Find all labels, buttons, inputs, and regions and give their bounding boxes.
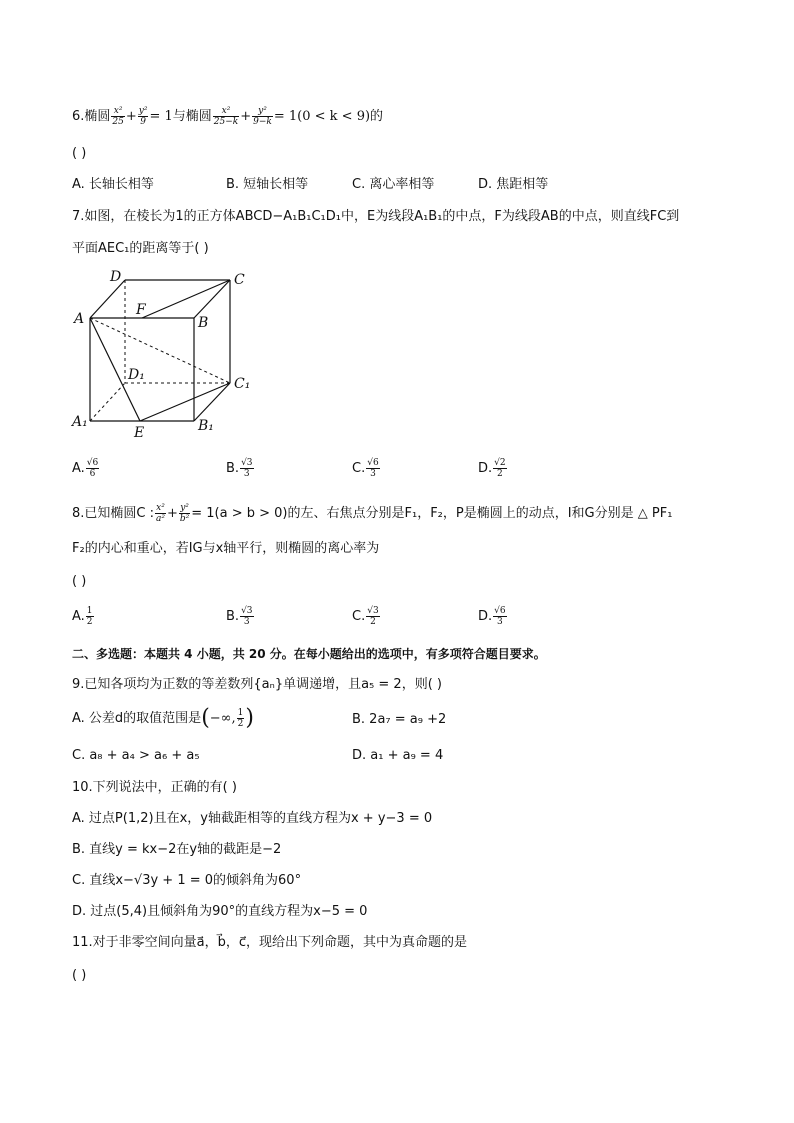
section-2-heading: 二、多选题：本题共 4 小题，共 20 分。在每小题给出的选项中，有多项符合题目要求。 xyxy=(72,647,546,661)
line-EC1 xyxy=(140,383,230,421)
q6-frac-2: $\frac{\text{y²}}{9}$ xyxy=(138,106,148,127)
edge-BC xyxy=(194,280,230,318)
q8-answer-paren: ( ) xyxy=(72,574,87,589)
label-D: D xyxy=(110,269,122,285)
edge-B1C1 xyxy=(194,383,230,421)
q6-answer-paren: ( ) xyxy=(72,146,87,161)
q9-stem: 9.已知各项均为正数的等差数列{aₙ}单调递增，且a₅ = 2，则( ) xyxy=(72,677,442,692)
label-A1: A₁ xyxy=(72,414,88,430)
q9-option-a[interactable]: A. 公差d的取值范围是(−∞, $\frac{1}{2}$ ) xyxy=(72,705,254,731)
q6-option-a[interactable]: A. 长轴长相等 xyxy=(72,177,154,192)
label-B: B xyxy=(198,315,209,331)
label-C: C xyxy=(234,272,245,288)
q10-option-a[interactable]: A. 过点P(1,2)且在x，y轴截距相等的直线方程为x + y−3 = 0 xyxy=(72,811,433,826)
cube-figure xyxy=(68,266,258,446)
edge-AD xyxy=(90,280,125,318)
q6-frac-4: $\frac{\text{y²}}{9-k}$ xyxy=(253,106,272,127)
q7-option-b[interactable]: B. $\frac{√3}{3}$ xyxy=(226,458,253,479)
q7-option-a[interactable]: A. $\frac{√6}{6}$ xyxy=(72,458,99,479)
label-B1: B₁ xyxy=(198,418,214,434)
q6-stem: 6.椭圆 $\frac{\text{x²}}{25}$ + $\frac{\text{y²}}{9}$ = 1与椭圆 $\frac{\text{x²}}{25-k}$ + $\frac{\text{y²}}{9-k}$ = 1(0 < k < 9)的 xyxy=(72,106,384,127)
q10-option-c[interactable]: C. 直线x−√3y + 1 = 0的倾斜角为60° xyxy=(72,873,302,888)
q10-option-b[interactable]: B. 直线y = kx−2在y轴的截距是−2 xyxy=(72,842,282,857)
label-D1: D₁ xyxy=(128,367,145,383)
q11-answer-paren: ( ) xyxy=(72,968,87,983)
q11-stem: 11.对于非零空间向量a⃗，b⃗，c⃗，现给出下列命题，其中为真命题的是 xyxy=(72,935,468,950)
q6-option-d[interactable]: D. 焦距相等 xyxy=(478,177,549,192)
label-F: F xyxy=(136,302,146,318)
q7-option-d[interactable]: D. $\frac{√2}{2}$ xyxy=(478,458,506,479)
q10-option-d[interactable]: D. 过点(5,4)且倾斜角为90°的直线方程为x−5 = 0 xyxy=(72,904,368,919)
q7-stem-line1: 7.如图，在棱长为1的正方体ABCD−A₁B₁C₁D₁中，E为线段A₁B₁的中点，F为线段AB的中点，则直线FC到 xyxy=(72,209,680,224)
q7-stem-line2: 平面AEC₁的距离等于( ) xyxy=(72,241,209,256)
q9-option-d[interactable]: D. a₁ + a₉ = 4 xyxy=(352,748,444,763)
label-A: A xyxy=(74,311,85,327)
q6-frac-3: $\frac{\text{x²}}{25-k}$ xyxy=(213,106,239,127)
edge-A1D1 xyxy=(90,383,125,421)
q6-option-b[interactable]: B. 短轴长相等 xyxy=(226,177,309,192)
q10-stem: 10.下列说法中，正确的有( ) xyxy=(72,780,237,795)
label-E: E xyxy=(134,425,145,441)
q9-option-b[interactable]: B. 2a₇ = a₉ +2 xyxy=(352,712,447,727)
q8-stem-line1: 8.已知椭圆C : $\frac{\text{x²}}{\text{a²}}$ + $\frac{\text{y²}}{\text{b²}}$ = 1(a > b > 0)的左、右焦点分别是F₁，F₂，P是椭圆上的动点，I和G分别是 △ PF₁ xyxy=(72,503,673,524)
line-FC xyxy=(142,280,230,318)
q8-option-d[interactable]: D. $\frac{√6}{3}$ xyxy=(478,606,506,627)
q6-frac-1: $\frac{\text{x²}}{25}$ xyxy=(112,106,124,127)
q6-number: 6. xyxy=(72,109,85,124)
q8-option-b[interactable]: B. $\frac{√3}{3}$ xyxy=(226,606,253,627)
q8-option-a[interactable]: A. $\frac{1}{2}$ xyxy=(72,606,93,627)
q8-stem-line2: F₂的内心和重心，若IG与x轴平行，则椭圆的离心率为 xyxy=(72,541,380,556)
q9-option-c[interactable]: C. a₈ + a₄ > a₆ + a₅ xyxy=(72,748,200,763)
label-C1: C₁ xyxy=(234,376,251,392)
line-AC1 xyxy=(90,318,230,383)
q8-option-c[interactable]: C. $\frac{√3}{2}$ xyxy=(352,606,379,627)
q7-option-c[interactable]: C. $\frac{√6}{3}$ xyxy=(352,458,379,479)
q6-option-c[interactable]: C. 离心率相等 xyxy=(352,177,435,192)
